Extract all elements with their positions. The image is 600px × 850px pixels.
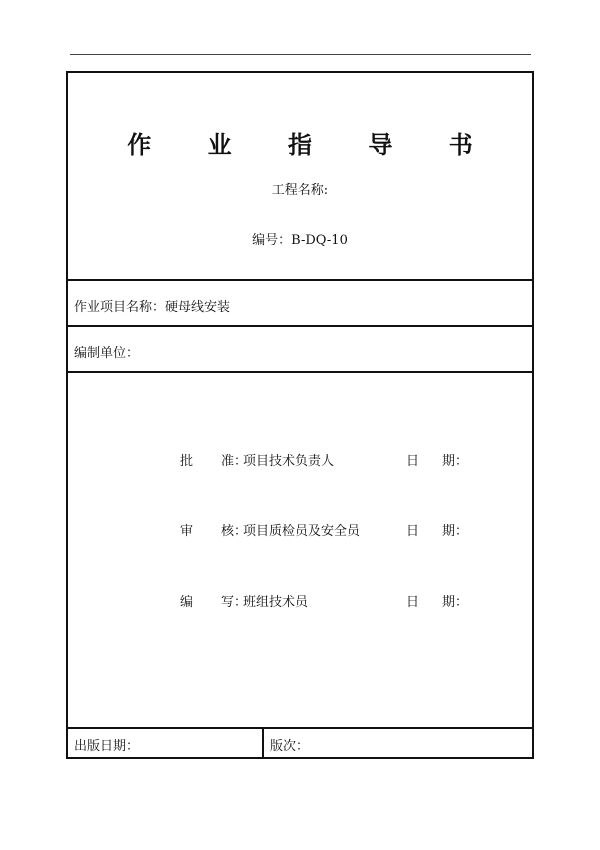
review-role: 项目质检员及安全员 <box>243 524 361 539</box>
author-date-label-part-2: 期： <box>442 595 469 610</box>
approval-date-label-part-1: 日 <box>406 454 420 469</box>
approval-label-part-1: 批 <box>180 454 194 469</box>
document-number: 编号：B-DQ-10 <box>252 233 348 248</box>
work-item-label: 作业项目名称：硬母线安装 <box>74 300 231 315</box>
work-item-row <box>68 281 532 327</box>
form-footer <box>68 729 532 757</box>
author-label-part-1: 编 <box>180 595 194 610</box>
approval-signature-row <box>68 450 532 470</box>
approval-label-part-2: 准： <box>221 454 248 469</box>
compiling-unit-row <box>68 327 532 373</box>
edition-label: 版次： <box>270 739 310 754</box>
author-role: 班组技术员 <box>243 595 309 610</box>
author-label-part-2: 写： <box>221 595 248 610</box>
publish-date-label: 出版日期： <box>74 739 140 754</box>
project-name-label: 工程名称: <box>271 183 329 198</box>
signature-section <box>68 373 532 729</box>
top-separator-line <box>70 54 531 55</box>
review-signature-row <box>68 520 532 540</box>
review-label-part-1: 审 <box>180 524 194 539</box>
approval-role: 项目技术负责人 <box>243 454 335 469</box>
review-date-label-part-1: 日 <box>406 524 420 539</box>
author-date-label-part-1: 日 <box>406 595 420 610</box>
approval-date-label-part-2: 期： <box>442 454 469 469</box>
review-date-label-part-2: 期： <box>442 524 469 539</box>
compiling-unit-label: 编制单位： <box>74 346 140 361</box>
edition-cell <box>264 729 532 757</box>
form-header <box>68 73 532 281</box>
review-label-part-2: 核： <box>221 524 248 539</box>
author-signature-row <box>68 591 532 611</box>
publish-date-cell <box>68 729 264 757</box>
document-title: 作 业 指 导 书 <box>127 131 497 159</box>
instruction-form <box>66 71 534 759</box>
